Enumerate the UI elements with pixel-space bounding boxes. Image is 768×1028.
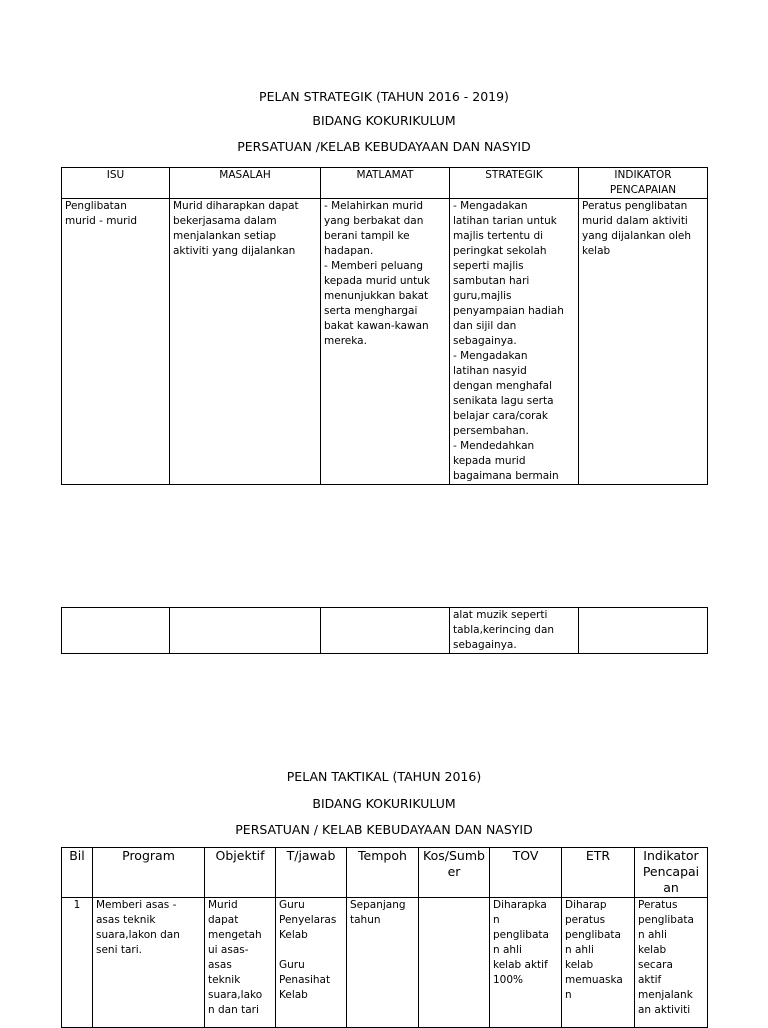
tactical-title: PELAN TAKTIKAL (TAHUN 2016) (286, 769, 482, 784)
header-program: Program (93, 848, 205, 898)
table-row (62, 199, 708, 485)
table-row (62, 608, 708, 654)
header-bil: Bil (62, 848, 93, 898)
strategic-club: PERSATUAN /KELAB KEBUDAYAAN DAN NASYID (237, 139, 531, 154)
cell-program: Memberi asas - asas teknik suara,lakon dan seni tari. (93, 898, 205, 1028)
header-indikator: Indikator Pencapai an (635, 848, 708, 898)
header-strategik: STRATEGIK (450, 168, 579, 199)
cell-empty (321, 608, 450, 654)
tactical-field: BIDANG KOKURIKULUM (312, 796, 456, 811)
cell-indikator: Peratus penglibata n ahli kelab secara aktif menjalank an aktiviti (635, 898, 708, 1028)
cell-etr: Diharap peratus penglibata n ahli kelab memuaska n (562, 898, 635, 1028)
cell-strategik-continued: alat muzik seperti tabla,kerincing dan sebagainya. (450, 608, 579, 654)
header-tjawab: T/jawab (276, 848, 347, 898)
cell-empty (170, 608, 321, 654)
cell-tempoh: Sepanjang tahun (347, 898, 419, 1028)
header-indikator: INDIKATOR PENCAPAIAN (579, 168, 708, 199)
cell-strategik: - Mengadakan latihan tarian untuk majlis tertentu di peringkat sekolah seperti majlis sambutan hari guru,majlis penyampaian hadiah dan sijil dan sebagainya. - Mengadakan latihan nasyid dengan menghafal senikata lagu serta belajar cara/corak persembahan. - Mendedahkan kepada murid bagaimana bermain (450, 199, 579, 485)
header-tempoh: Tempoh (347, 848, 419, 898)
strategic-table-continued (61, 607, 708, 654)
header-isu: ISU (62, 168, 170, 199)
tactical-club: PERSATUAN / KELAB KEBUDAYAAN DAN NASYID (235, 822, 533, 837)
cell-objektif: Murid dapat mengetah ui asas- asas teknik suara,lako n dan tari (205, 898, 276, 1028)
header-masalah: MASALAH (170, 168, 321, 199)
cell-bil: 1 (62, 898, 93, 1028)
cell-empty (579, 608, 708, 654)
cell-tjawab: Guru Penyelaras Kelab Guru Penasihat Kelab (276, 898, 347, 1028)
cell-empty (62, 608, 170, 654)
header-objektif: Objektif (205, 848, 276, 898)
strategic-header-row (62, 168, 708, 199)
cell-matlamat: - Melahirkan murid yang berbakat dan berani tampil ke hadapan. - Memberi peluang kepada murid untuk menunjukkan bakat serta menghargai bakat kawan-kawan mereka. (321, 199, 450, 485)
tactical-header-row (62, 848, 708, 898)
cell-kos (419, 898, 490, 1028)
strategic-field: BIDANG KOKURIKULUM (312, 113, 456, 128)
header-kos: Kos/Sumb er (419, 848, 490, 898)
header-tov: TOV (490, 848, 562, 898)
cell-tov: Diharapka n penglibata n ahli kelab aktif 100% (490, 898, 562, 1028)
table-row (62, 898, 708, 1028)
strategic-title: PELAN STRATEGIK (TAHUN 2016 - 2019) (259, 89, 509, 104)
cell-indikator: Peratus penglibatan murid dalam aktiviti yang dijalankan oleh kelab (579, 199, 708, 485)
tactical-table (61, 847, 708, 1028)
strategic-table (61, 167, 708, 485)
cell-masalah: Murid diharapkan dapat bekerjasama dalam menjalankan setiap aktiviti yang dijalankan (170, 199, 321, 485)
header-etr: ETR (562, 848, 635, 898)
cell-isu: Penglibatan murid - murid (62, 199, 170, 485)
header-matlamat: MATLAMAT (321, 168, 450, 199)
